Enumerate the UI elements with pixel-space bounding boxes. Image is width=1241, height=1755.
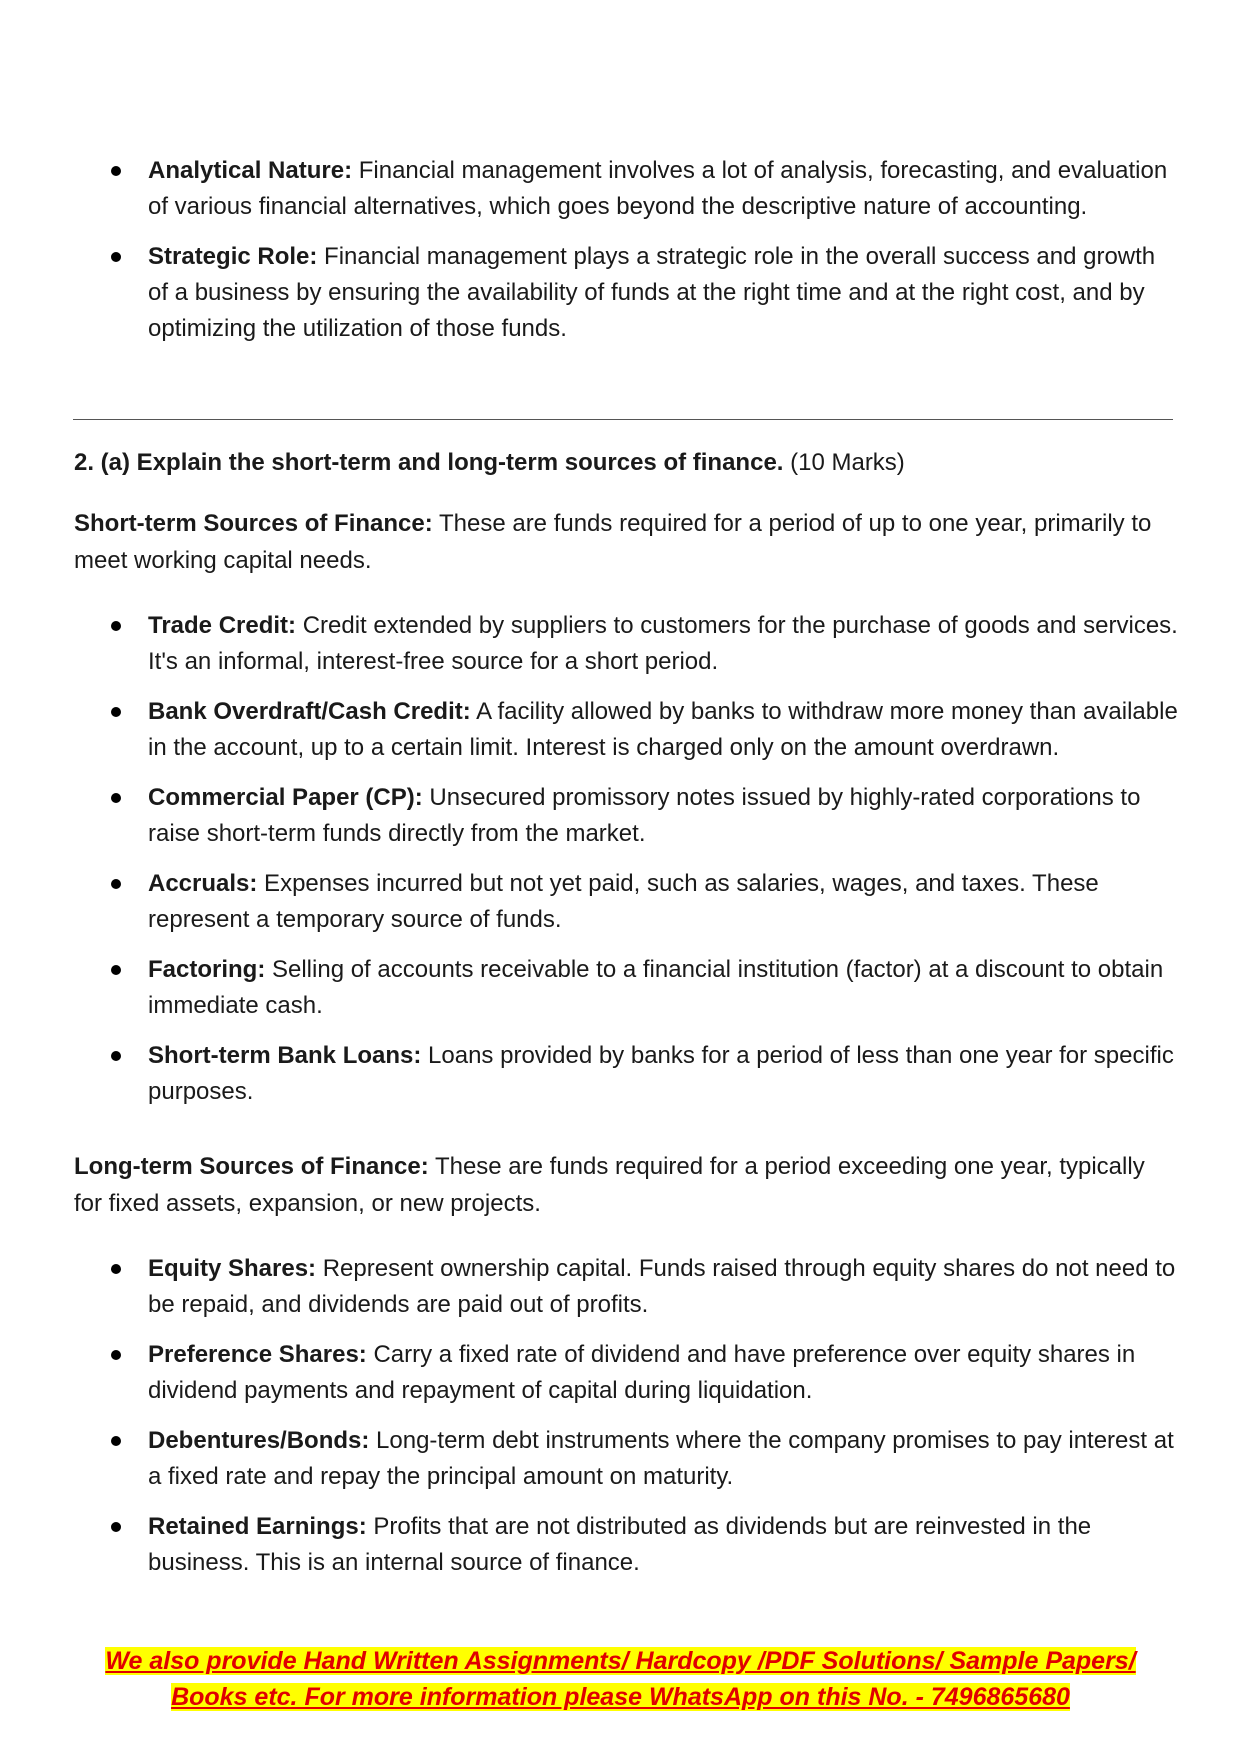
item-text: A facility allowed by banks to withdraw more money than available in the account, up to a certain limit. Interest is charged only on the amount overdrawn. xyxy=(148,698,1178,761)
list-item xyxy=(100,952,1180,1024)
long-term-list xyxy=(100,1251,1180,1595)
list-item xyxy=(100,1251,1180,1323)
bullet-icon xyxy=(111,879,121,889)
list-item xyxy=(100,153,1180,225)
item-text: Loans provided by banks for a period of less than one year for specific purposes. xyxy=(148,1042,1174,1105)
item-text: Long-term debt instruments where the company promises to pay interest at a fixed rate and repay the principal amount on maturity. xyxy=(148,1427,1174,1490)
item-term: Analytical Nature: xyxy=(148,157,353,184)
item-text: Unsecured promissory notes issued by highly-rated corporations to raise short-term funds directly from the market. xyxy=(148,784,1141,847)
ad-line-1: We also provide Hand Written Assignments/ Hardcopy /PDF Solutions/ Sample Papers/ xyxy=(105,1647,1136,1675)
item-term: Debentures/Bonds: xyxy=(148,1427,370,1454)
item-text: Profits that are not distributed as dividends but are reinvested in the business. This is an internal source of finance. xyxy=(148,1513,1092,1576)
short-term-heading: Short-term Sources of Finance: xyxy=(74,510,433,537)
item-text: Financial management involves a lot of analysis, forecasting, and evaluation of various financial alternatives, which goes beyond the descriptive nature of accounting. xyxy=(148,157,1168,220)
item-term: Retained Earnings: xyxy=(148,1513,367,1540)
item-term: Trade Credit: xyxy=(148,612,297,639)
question-marks: (10 Marks) xyxy=(783,449,905,476)
list-item xyxy=(100,608,1180,680)
long-term-text: These are funds required for a period exceeding one year, typically for fixed assets, expansion, or new projects. xyxy=(74,1153,1145,1217)
short-term-intro xyxy=(74,505,1174,579)
list-item xyxy=(100,1423,1180,1495)
bullet-icon xyxy=(111,793,121,803)
section-divider xyxy=(73,419,1173,420)
item-term: Equity Shares: xyxy=(148,1255,317,1282)
item-term: Commercial Paper (CP): xyxy=(148,784,423,811)
intro-bullet-list xyxy=(100,153,1180,361)
list-item xyxy=(100,866,1180,938)
bullet-icon xyxy=(111,707,121,717)
bullet-icon xyxy=(111,1264,121,1274)
bullet-icon xyxy=(111,1350,121,1360)
item-text: Financial management plays a strategic role in the overall success and growth of a business by ensuring the availability of funds at the right time and at the right cost, and by optimizing the utilization of those funds. xyxy=(148,243,1156,342)
item-term: Strategic Role: xyxy=(148,243,318,270)
item-term: Factoring: xyxy=(148,956,266,983)
bullet-icon xyxy=(111,621,121,631)
list-item xyxy=(100,1337,1180,1409)
list-item xyxy=(100,694,1180,766)
question-heading xyxy=(74,444,1174,481)
short-term-list xyxy=(100,608,1180,1124)
bullet-icon xyxy=(111,1436,121,1446)
ad-line-2: Books etc. For more information please WhatsApp on this No. - 7496865680 xyxy=(171,1683,1070,1711)
item-term: Preference Shares: xyxy=(148,1341,367,1368)
bullet-icon xyxy=(111,166,121,176)
list-item xyxy=(100,1038,1180,1110)
list-item xyxy=(100,239,1180,347)
item-text: Carry a fixed rate of dividend and have preference over equity shares in dividend payments and repayment of capital during liquidation. xyxy=(148,1341,1136,1404)
item-term: Accruals: xyxy=(148,870,258,897)
short-term-text: These are funds required for a period of up to one year, primarily to meet working capital needs. xyxy=(74,510,1152,574)
footer-advertisement xyxy=(60,1643,1181,1715)
list-item xyxy=(100,780,1180,852)
bullet-icon xyxy=(111,1522,121,1532)
item-text: Represent ownership capital. Funds raised through equity shares do not need to be repaid, and dividends are paid out of profits. xyxy=(148,1255,1176,1318)
bullet-icon xyxy=(111,252,121,262)
bullet-icon xyxy=(111,965,121,975)
question-title: 2. (a) Explain the short-term and long-term sources of finance. xyxy=(74,449,784,476)
item-term: Short-term Bank Loans: xyxy=(148,1042,422,1069)
item-text: Selling of accounts receivable to a financial institution (factor) at a discount to obtain immediate cash. xyxy=(148,956,1164,1019)
bullet-icon xyxy=(111,1051,121,1061)
item-text: Credit extended by suppliers to customers for the purchase of goods and services. It's an informal, interest-free source for a short period. xyxy=(148,612,1178,675)
item-text: Expenses incurred but not yet paid, such as salaries, wages, and taxes. These represent a temporary source of funds. xyxy=(148,870,1099,933)
list-item xyxy=(100,1509,1180,1581)
long-term-intro xyxy=(74,1148,1174,1222)
item-term: Bank Overdraft/Cash Credit: xyxy=(148,698,471,725)
long-term-heading: Long-term Sources of Finance: xyxy=(74,1153,429,1180)
